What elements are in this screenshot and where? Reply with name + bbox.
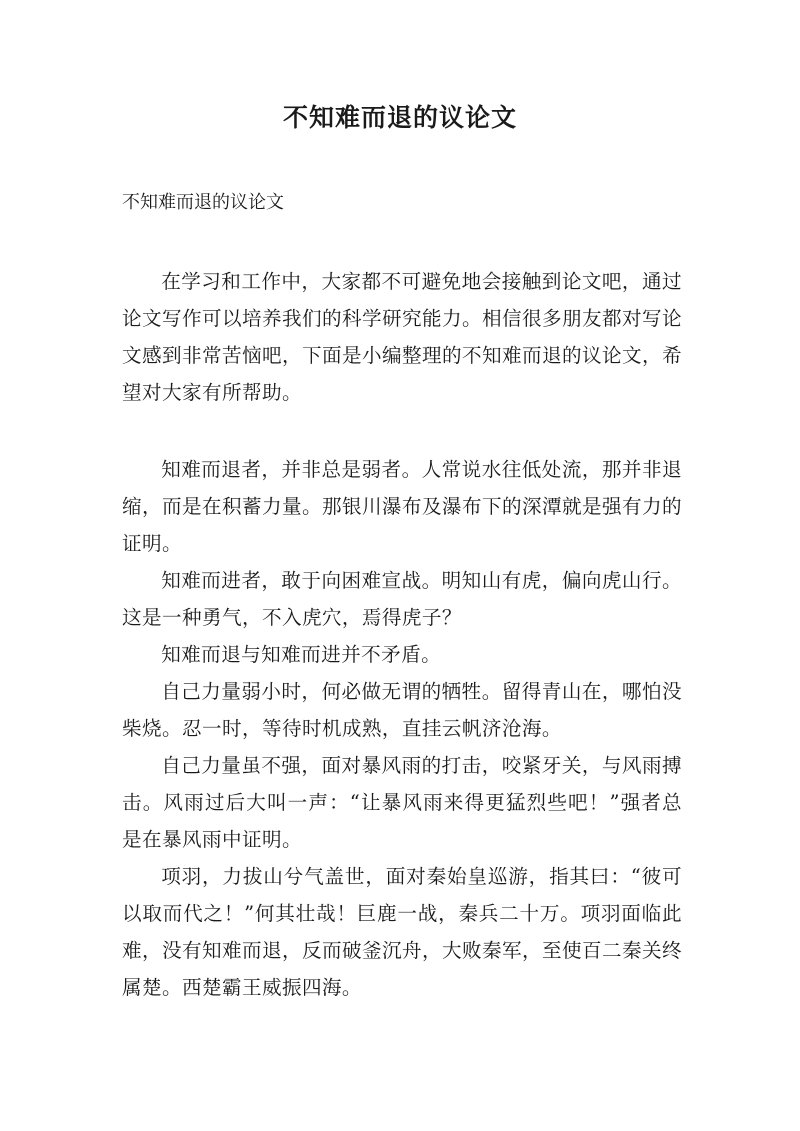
document-body (122, 263, 682, 1006)
document-subtitle: 不知难而退的议论文 (122, 192, 284, 213)
document-title: 不知难而退的议论文 (282, 103, 517, 132)
body-paragraph: 项羽，力拔山兮气盖世，面对秦始皇巡游，指其曰：“彼可以取而代之！”何其壮哉！巨鹿一战，秦兵二十万。项羽面临此难，没有知难而退，反而破釜沉舟，大败秦军，至使百二秦关终属楚。西楚霸王威振四海。 (122, 865, 682, 999)
body-paragraph: 知难而退与知难而进并不矛盾。 (161, 643, 442, 666)
body-paragraph: 自己力量弱小时，何必做无谓的牺牲。留得青山在，哪怕没柴烧。忍一时，等待时机成熟，直挂云帆济沧海。 (122, 680, 682, 740)
body-paragraph: 知难而进者，敢于向困难宣战。明知山有虎，偏向虎山行。这是一种勇气，不入虎穴，焉得虎子？ (122, 569, 682, 629)
body-paragraph: 知难而退者，并非总是弱者。人常说水往低处流，那并非退缩，而是在积蓄力量。那银川瀑布及瀑布下的深潭就是强有力的证明。 (122, 458, 682, 555)
intro-paragraph: 在学习和工作中，大家都不可避免地会接触到论文吧，通过论文写作可以培养我们的科学研究能力。相信很多朋友都对写论文感到非常苦恼吧，下面是小编整理的不知难而退的议论文，希望对大家有所帮助。 (122, 270, 682, 404)
body-paragraph: 自己力量虽不强，面对暴风雨的打击，咬紧牙关，与风雨搏击。风雨过后大叫一声：“让暴风雨来得更猛烈些吧！”强者总是在暴风雨中证明。 (122, 754, 682, 851)
